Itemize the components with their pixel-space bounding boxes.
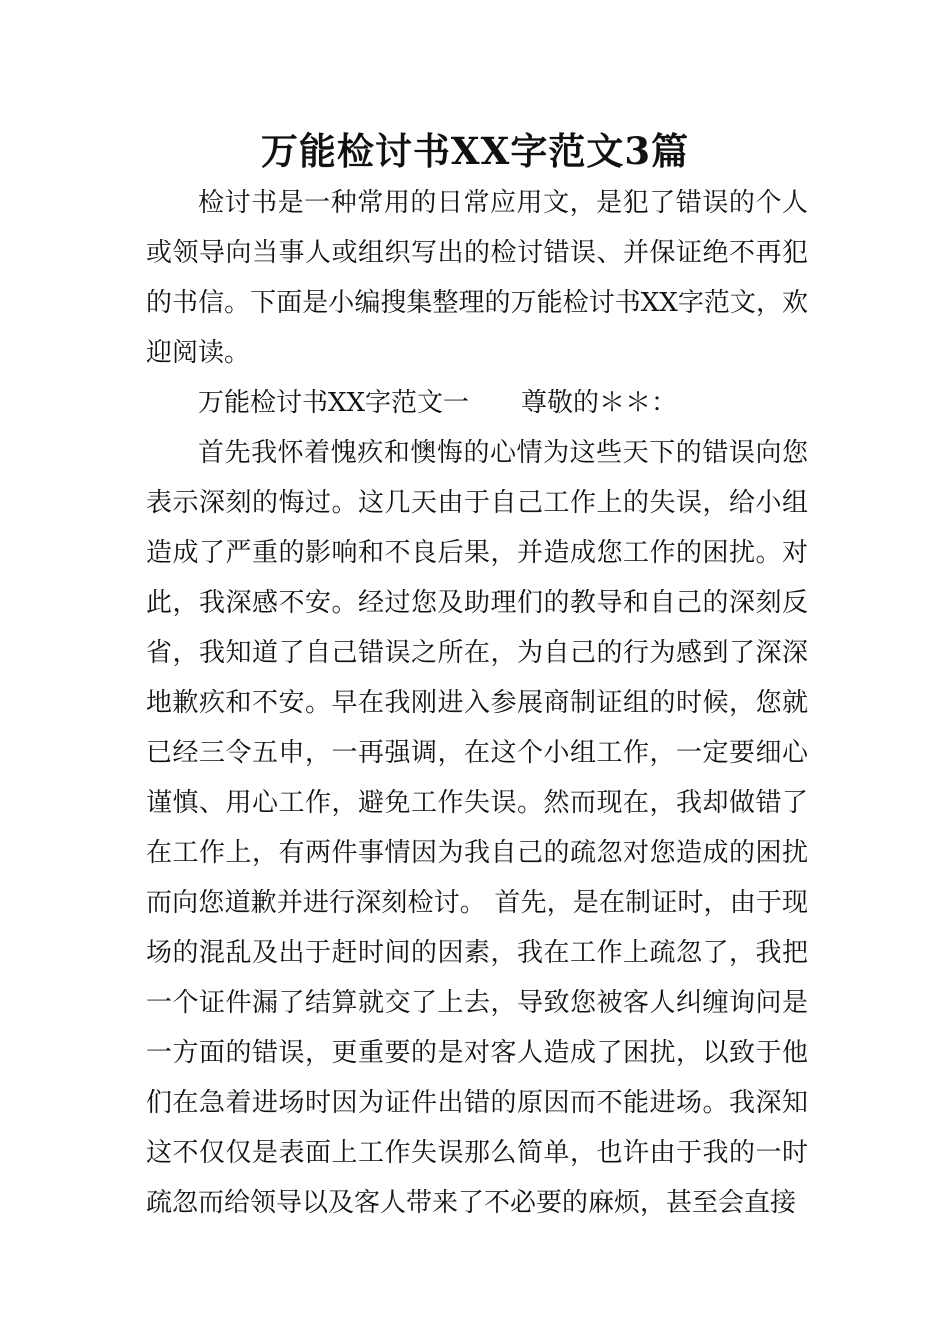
intro-paragraph: 检讨书是一种常用的日常应用文，是犯了错误的个人或领导向当事人或组织写出的检讨错误、并保证绝不再犯的书信。下面是小编搜集整理的万能检讨书XX字范文，欢迎阅读。 bbox=[146, 188, 808, 368]
document-body bbox=[146, 178, 808, 1228]
body-paragraph: 首先我怀着愧疚和懊悔的心情为这些天下的错误向您表示深刻的悔过。这几天由于自己工作上的失误，给小组造成了严重的影响和不良后果，并造成您工作的困扰。对此，我深感不安。经过您及助理们的教导和自己的深刻反省，我知道了自己错误之所在，为自己的行为感到了深深地歉疚和不安。早在我刚进入参展商制证组的时候，您就已经三令五申，一再强调，在这个小组工作，一定要细心谨慎、用心工作，避免工作失误。然而现在，我却做错了在工作上，有两件事情因为我自己的疏忽对您造成的困扰而向您道歉并进行深刻检讨。 首先，是在制证时，由于现场的混乱及出于赶时间的因素，我在工作上疏忽了，我把一个证件漏了结算就交了上去，导致您被客人纠缠询问是一方面的错误，更重要的是对客人造成了困扰，以致于他们在急着进场时因为证件出错的原因而不能进场。我深知这不仅仅是表面上工作失误那么简单，也许由于我的一时疏忽而给领导以及客人带来了不必要的麻烦，甚至会直接 bbox=[146, 438, 808, 1218]
document-title: 万能检讨书XX字范文3篇 bbox=[260, 129, 690, 173]
section-heading-paragraph: 万能检讨书XX字范文一 尊敬的＊＊： bbox=[198, 388, 678, 418]
